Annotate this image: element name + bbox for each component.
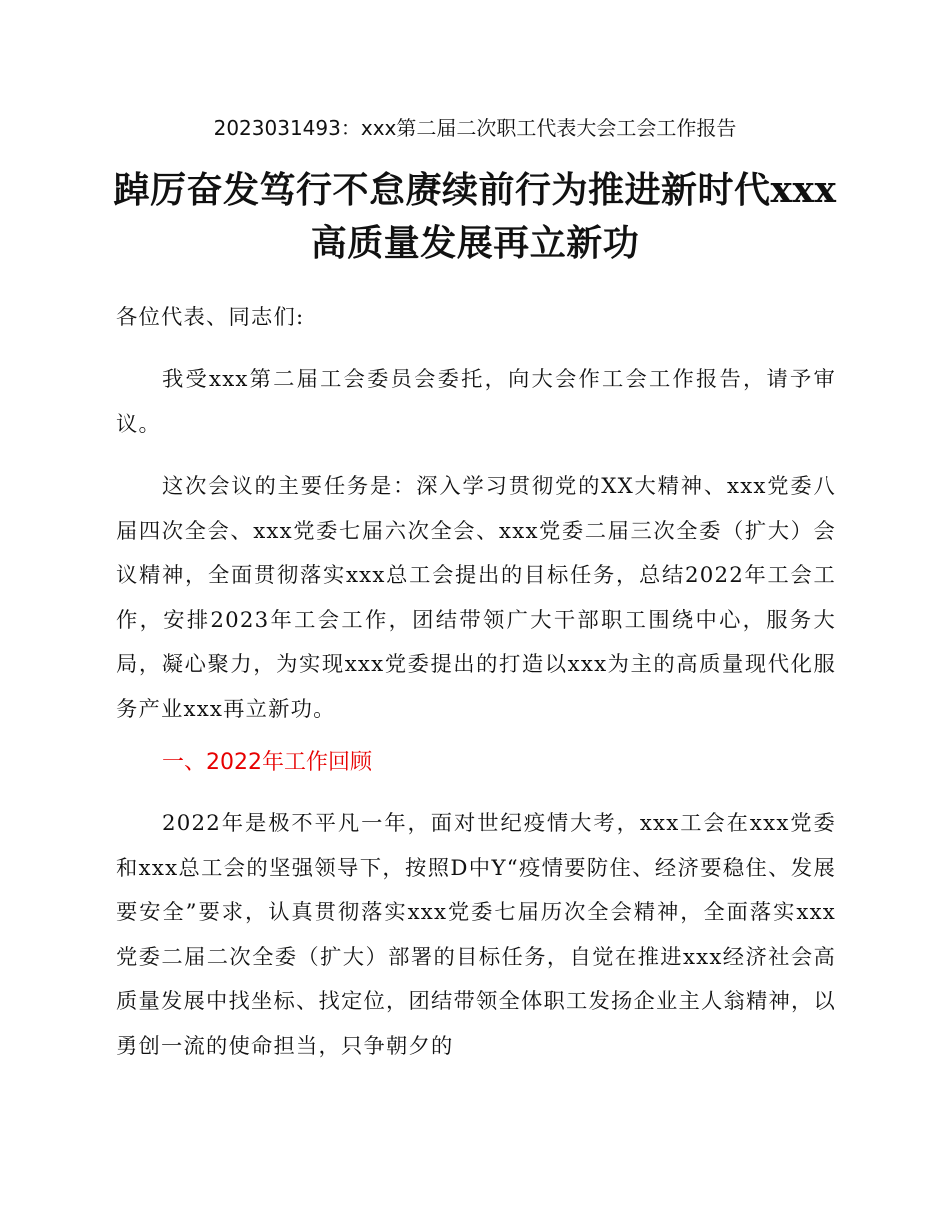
paragraph-2	[116, 465, 836, 732]
salutation	[116, 296, 836, 341]
paragraph-2-text: 这次会议的主要任务是：深入学习贯彻党的XX大精神、xxx党委八届四次全会、xxx党委七届六次全会、xxx党委二届三次全委（扩大）会议精神，全面贯彻落实xxx总工会提出的目标任务，总结2022年工会工作，安排2023年工会工作，团结带领广大干部职工围绕中心，服务大局，凝心聚力，为实现xxx党委提出的打造以xxx为主的高质量现代化服务产业xxx再立新功。	[116, 474, 836, 722]
salutation-text: 各位代表、同志们:	[116, 305, 305, 330]
section-paragraph-text: 2022年是极不平凡一年，面对世纪疫情大考，xxx工会在xxx党委和xxx总工会的坚强领导下，按照D中Y“疫情要防住、经济要稳住、发展要安全”要求，认真贯彻落实xxx党委七届历次全会精神，全面落实xxx党委二届二次全委（扩大）部署的目标任务，自觉在推进xxx经济社会高质量发展中找坐标、找定位，团结带领全体职工发扬企业主人翁精神，以勇创一流的使命担当，只争朝夕的	[116, 811, 836, 1059]
paragraph-1	[116, 358, 836, 447]
section-paragraph	[116, 802, 836, 1069]
paragraph-1-text: 我受xxx第二届工会委员会委托，向大会作工会工作报告，请予审议。	[116, 367, 836, 437]
section-heading: 一、2022年工作回顾	[162, 750, 372, 775]
document-header: 2023031493：xxx第二届二次职工代表大会工会工作报告	[213, 116, 737, 140]
document-title: 踔厉奋发笃行不怠赓续前行为推进新时代xxx高质量发展再立新功	[113, 169, 837, 264]
